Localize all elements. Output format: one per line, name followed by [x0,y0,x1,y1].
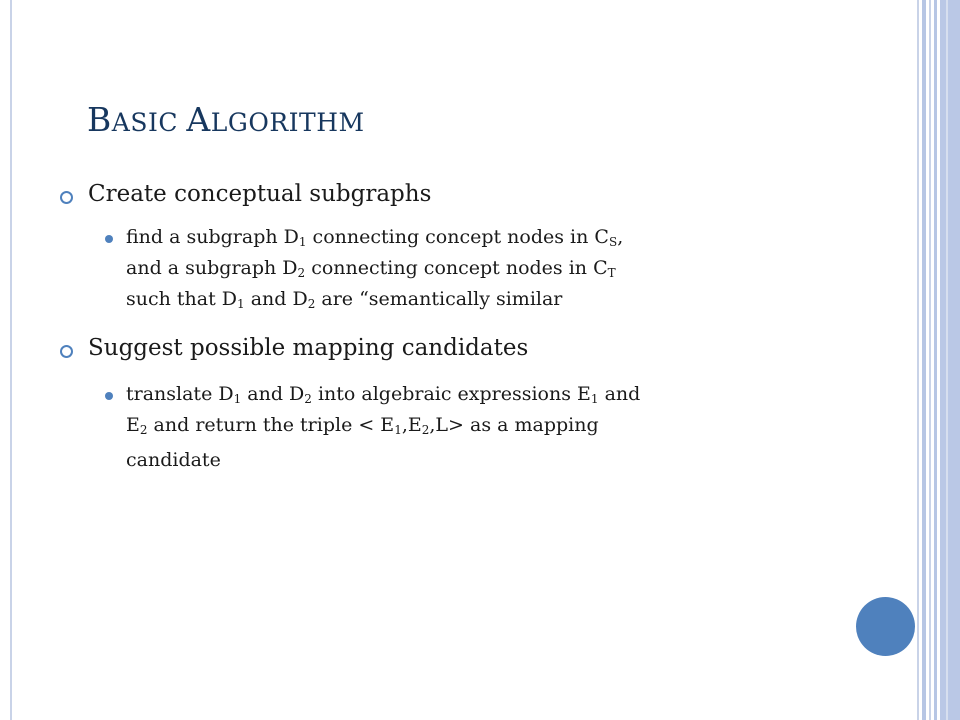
bullet-icon [60,345,73,358]
slide-title: BASIC ALGORITHM [87,100,365,139]
right-stripe [917,0,919,720]
right-stripe [940,0,960,720]
bullet-icon [60,191,73,204]
sub-bullet-line: such that $D_1$ and $D_2$ are “semantically similar [126,288,563,311]
right-stripe [929,0,931,720]
sub-bullet-line: candidate [126,449,221,471]
sub-bullet-icon [105,392,113,400]
sub-bullet-line: and a subgraph $D_2$ connecting concept nodes in $C_T$ [126,257,616,280]
right-stripe [934,0,937,720]
sub-bullet-icon [105,235,113,243]
sub-bullet-line: find a subgraph $D_1$ connecting concept nodes in $C_S$, [126,226,624,249]
sub-bullet-line: $E_2$ and return the triple < $E_1,E_2,L>$ as a mapping [126,414,599,437]
bullet-text: Suggest possible mapping candidates [88,335,529,361]
bullet-text: Create conceptual subgraphs [88,181,432,207]
sub-bullet-line: translate $D_1$ and $D_2$ into algebraic expressions $E_1$ and [126,383,641,406]
right-stripe [922,0,926,720]
left-frame-line [10,0,12,720]
right-stripe [946,0,948,720]
decorative-circle [856,597,915,656]
